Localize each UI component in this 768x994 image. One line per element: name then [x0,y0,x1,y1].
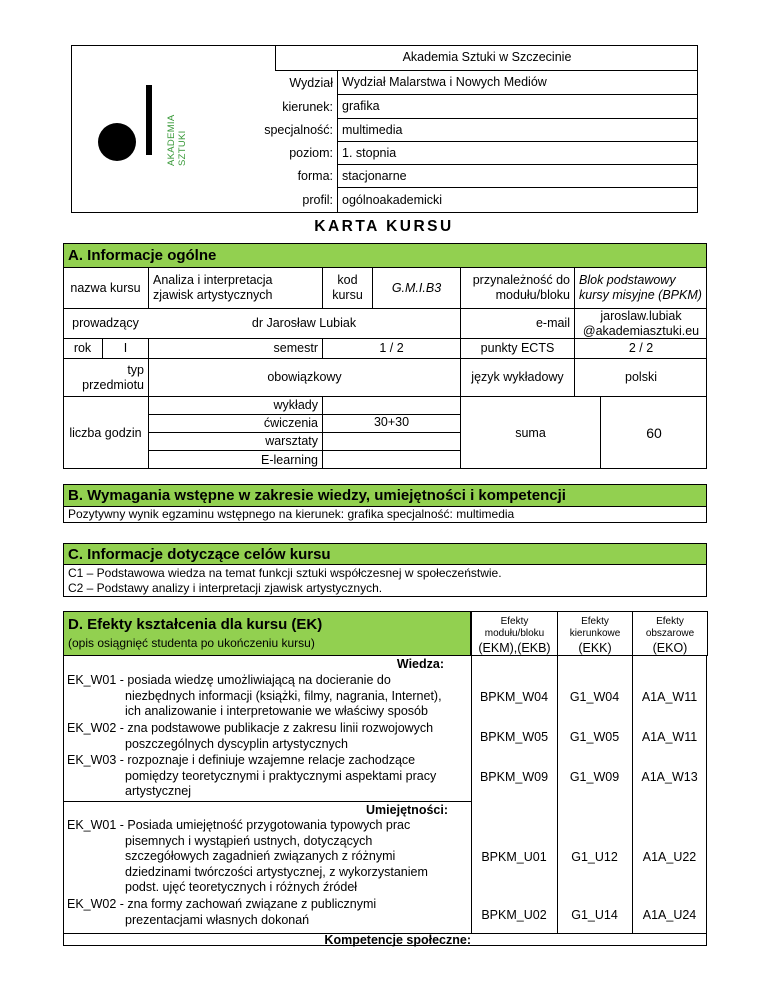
przynaleznosc-value: Blok podstawowy kursy misyjne (BPKM) [574,268,707,308]
umiejetnosci-label: Umiejętności: [63,801,471,818]
section-d-title: D. Efekty kształcenia dla kursu (EK) [68,616,323,633]
header-label-2: specjalność: [264,123,333,137]
email-value: jaroslaw.lubiak @akademiasztuki.eu [574,308,707,338]
effect-column-code: (EKK) [578,641,612,655]
section-c-body [63,565,707,597]
jezyk-label: język wykładowy [460,358,574,396]
section-a-title: A. Informacje ogólne [63,243,707,268]
kod-kursu-label: kod kursu [322,268,372,308]
kod-kursu-value: G.M.I.B3 [372,268,460,308]
page-title: KARTA KURSU [314,217,454,235]
przynaleznosc-label: przynależność do modułu/bloku [460,268,574,308]
academy-name: Akademia Sztuki w Szczecinie [275,45,698,71]
effect-column-header-2 [632,611,708,656]
effect-code-ekm: BPKM_W05 [479,729,549,744]
rok-label: rok [63,338,103,358]
typ-label: typ przedmiotu [63,358,148,396]
learning-outcome-text [67,897,467,933]
ects-value: 2 / 2 [574,338,707,358]
effect-code-ekm: BPKM_U02 [481,907,547,922]
effect-column-header-1 [557,611,633,656]
outcome-line: poszczególnych dyscyplin artystycznych [125,736,349,751]
suma-value: 60 [600,396,707,469]
suma-label: suma [460,396,600,469]
prowadzacy-value: dr Jarosław Lubiak [148,308,460,338]
goal-c2: C2 – Podstawy analizy i interpretacji zjawisk artystycznych. [68,581,383,595]
header-value-3: 1. stopnia [337,142,698,165]
section-c-title: C. Informacje dotyczące celów kursu [63,543,707,565]
effect-code-ekm: BPKM_W09 [479,769,549,784]
outcome-line: prezentacjami własnych dokonań [125,912,310,927]
outcome-line: niezbędnych informacji (książki, filmy, nagrania, Internet), [125,688,442,703]
effect-column-code: (EKM),(EKB) [478,641,551,655]
wiedza-label: Wiedza: [396,657,444,671]
header-value-2: multimedia [337,119,698,142]
header-label-3: poziom: [289,146,333,160]
learning-outcome-text [67,818,467,897]
effect-column-title: Efekty obszarowe [645,616,695,639]
hours-label-3: E-learning [148,450,322,469]
hours-value-1: 30+30 [322,414,460,432]
rok-value: I [103,338,148,358]
logo-text: AKADEMIA SZTUKI [166,115,188,166]
hours-label-2: warsztaty [148,432,322,450]
hours-label-1: ćwiczenia [148,414,322,432]
nazwa-kursu-value: Analiza i interpretacja zjawisk artystycznych [148,268,323,308]
header-value-0: Wydział Malarstwa i Nowych Mediów [337,71,698,95]
effect-column-code: (EKO) [652,641,688,655]
effect-column-title: Efekty modułu/bloku [484,616,545,639]
effect-code-eko: A1A_U24 [642,907,697,922]
header-label-4: forma: [297,169,333,183]
effect-code-ekm: BPKM_U01 [481,850,547,864]
effect-code-ekk: G1_W09 [569,769,620,784]
hours-value-3 [322,450,460,469]
outcome-line: podst. ujęć teoretycznych i różnych źródeł [125,880,358,895]
effect-code-ekk: G1_W04 [569,689,620,704]
outcome-line: artystycznej [125,784,191,799]
learning-outcome-text [67,753,467,801]
outcome-line: EK_W02 - zna podstawowe publikacje z zakresu linii rozwojowych [67,721,434,735]
nazwa-kursu-label: nazwa kursu [70,280,141,295]
semestr-value: 1 / 2 [322,338,460,358]
outcome-line: pomiędzy teoretycznymi i praktycznymi aspektami pracy [125,768,437,783]
header-label-1: kierunek: [282,99,333,114]
effect-code-ekk: G1_U14 [571,907,618,922]
effect-code-ekk: G1_U12 [571,850,618,864]
header-value-4: stacjonarne [337,165,698,188]
section-b-title: B. Wymagania wstępne w zakresie wiedzy, umiejętności i kompetencji [63,484,707,507]
ects-label: punkty ECTS [460,338,574,358]
outcome-line: pisemnych i wystąpień ustnych, dotyczących [125,833,373,848]
header-label-5: profil: [302,193,333,207]
outcome-line: EK_W03 - rozpoznaje i definiuje wzajemne relacje zachodzące [67,753,416,767]
jezyk-value: polski [574,358,707,396]
section-d-subtitle: (opis osiągnięć studenta po ukończeniu kursu) [68,636,315,650]
section-b-text: Pozytywny wynik egzaminu wstępnego na kierunek: grafika specjalność: multimedia [63,507,707,523]
prowadzacy-label: prowadzący [63,308,148,338]
header-label-0: Wydział [289,75,333,90]
outcome-line: EK_W01 - Posiada umiejętność przygotowania typowych prac [67,818,411,832]
effect-column-header-0 [471,611,558,656]
hours-value-2 [322,432,460,450]
typ-value: obowiązkowy [148,358,460,396]
outcome-line: EK_W02 - zna formy zachowań związane z publicznymi [67,897,377,911]
effect-code-eko: A1A_W11 [641,689,698,704]
learning-outcome-text [67,721,467,753]
effect-code-ekm: BPKM_W04 [479,689,549,704]
liczba-godzin-label: liczba godzin [63,396,148,469]
outcome-line: EK_W01 - posiada wiedzę umożliwiającą na docieranie do [67,673,391,687]
hours-label-0: wykłady [148,396,322,414]
email-label: e-mail [460,308,574,338]
effect-code-ekk: G1_W05 [569,729,620,744]
semestr-label: semestr [148,338,322,358]
kompetencje-label: Kompetencje społeczne: [63,933,707,946]
hours-value-0 [322,396,460,414]
outcome-line: szczegółowych zagadnień związanych z różnymi [125,849,396,864]
header-value-5: ogólnoakademicki [337,188,698,213]
outcome-line: ich analizowanie i interpretowanie we właściwy sposób [125,704,428,719]
effect-column-title: Efekty kierunkowe [569,616,621,639]
goal-c1: C1 – Podstawowa wiedza na temat funkcji sztuki współczesnej w społeczeństwie. [68,566,502,580]
learning-outcome-text [67,673,467,721]
effect-code-eko: A1A_U22 [642,850,697,864]
effect-code-eko: A1A_W13 [641,769,698,784]
header-value-1: grafika [337,95,698,119]
effect-code-eko: A1A_W11 [641,729,698,744]
outcome-line: dziedzinami twórczości artystycznej, z wykorzystaniem [125,864,428,879]
